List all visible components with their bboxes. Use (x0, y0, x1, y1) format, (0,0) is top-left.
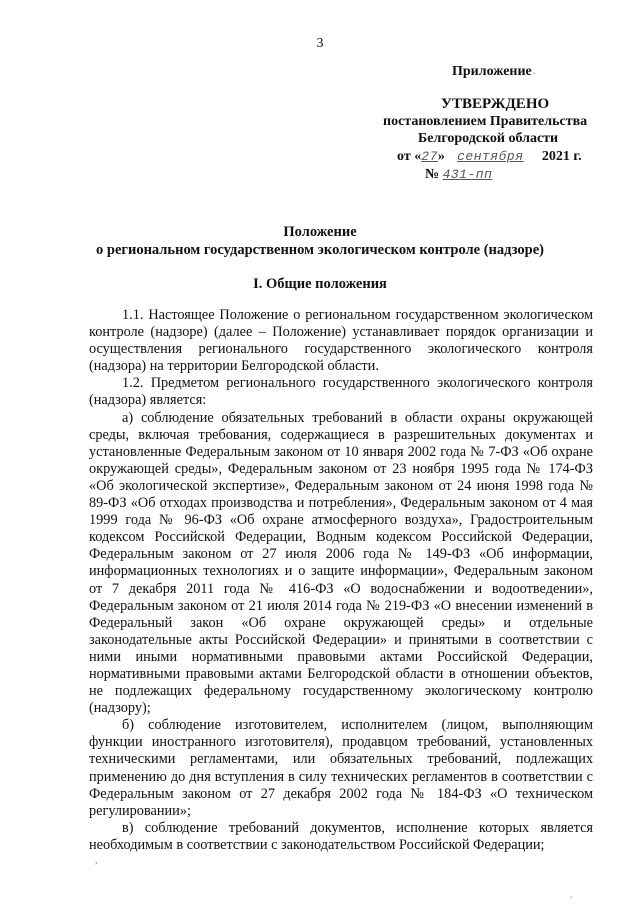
approval-date (397, 149, 582, 165)
date-year: 2021 г. (541, 149, 582, 164)
approval-line-1: постановлением Правительства (383, 114, 588, 129)
number-value: 431-пп (442, 167, 493, 182)
document-subtitle: о региональном государственном экологическом контроле (надзоре) (96, 242, 544, 258)
paragraph-1-2: 1.2. Предметом регионального государственного экологического контроля (надзора) является: (89, 375, 593, 409)
scan-mark-3: . (570, 890, 573, 901)
scan-mark-2: , (95, 855, 98, 866)
body-text (89, 307, 593, 854)
scan-mark: . (533, 66, 536, 77)
date-mid: » (437, 149, 445, 164)
paragraph-b: б) соблюдение изготовителем, исполнителем (лицом, выполняющим функции иностранного изготовителя), продавцом требований, установленных техническими регламентами, или обязательных требований, подлежащих применению до дня вступления в силу технических регламентов в соответствии с Федеральным законом от 27 декабря 2002 года № 184-ФЗ «О техническом регулировании»; (89, 717, 593, 819)
document-title: Положение (283, 224, 357, 240)
section-heading: I. Общие положения (253, 276, 387, 292)
date-day: 27 (421, 149, 438, 164)
paragraph-v: в) соблюдение требований документов, исполнение которых является необходимым в соответствии с законодательством Российской Федерации; (89, 819, 593, 853)
date-prefix: от « (397, 149, 422, 164)
date-month: сентября (457, 149, 524, 164)
approved-label: УТВЕРЖДЕНО (441, 96, 550, 112)
paragraph-a: а) соблюдение обязательных требований в области охраны окружающей среды, включая требования, содержащиеся в разрешительных документах и установленные Федеральным законом от 10 января 2002 года № 7-ФЗ «Об охране окружающей среды», Федеральным законом от 23 ноября 1995 года № 174-ФЗ «Об экологической экспертизе», Федеральным законом от 24 июня 1998 года № 89-ФЗ «Об отходах производства и потребления», Федеральным законом от 4 мая 1999 года № 96-ФЗ «Об охране атмосферного воздуха», Градостроительным кодексом Российской Федерации, Водным кодексом Российской Федерации, Федеральным законом от 27 июля 2006 года № 149-ФЗ «Об информации, информационных технологиях и о защите информации», Федеральным законом от 7 декабря 2011 года № 416-ФЗ «О водоснабжении и водоотведении», Федеральным законом от 21 июля 2014 года № 219-ФЗ «О внесении изменений в Федеральный закон «Об охране окружающей среды» и отдельные законодательные акты Российской Федерации» и принятыми в соответствии с ними иными нормативными правовыми актами Российской Федерации, нормативными правовыми актами Белгородской области в отношении объектов, не подлежащих федеральному государственному экологическому контролю (надзору); (89, 409, 593, 717)
paragraph-1-1: 1.1. Настоящее Положение о региональном государственном экологическом контроле (надзоре) (далее – Положение) устанавливает порядок организации и осуществления регионального государственного экологического контроля (надзора) на территории Белгородской области. (89, 307, 593, 375)
approval-line-2: Белгородской области (418, 131, 559, 146)
page-number: 3 (316, 36, 324, 51)
approval-number (425, 167, 501, 183)
appendix-label: Приложение (452, 64, 532, 79)
number-prefix: № (425, 167, 440, 182)
